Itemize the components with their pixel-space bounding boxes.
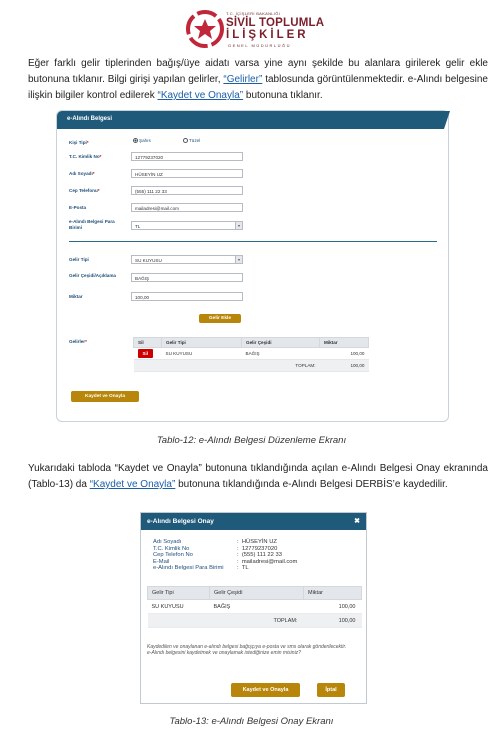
para1-text-a: Eğer farklı gelir tiplerinden bağış/üye aidatı varsa yine aynı şekilde bu alanlara girilerek gelir ekle butonuna tıklanır. Bilgi girişi yapılan gelirler, [28, 58, 488, 85]
kaydet-onayla-link[interactable]: “Kaydet ve Onayla” [157, 90, 244, 101]
modal-title: e-Alındı Belgesi Onay ✖ [141, 513, 366, 530]
gelir-ekle-button[interactable]: Gelir Ekle [199, 314, 241, 323]
eposta-label: E-Posta [69, 205, 87, 210]
logo-line3: GENEL MÜDÜRLÜĞÜ [228, 43, 292, 48]
total-row [134, 360, 369, 372]
toplam-value: 100,00 [320, 360, 369, 372]
tip-cell: SU KUYUSU [162, 348, 242, 360]
kaydet-onayla-button[interactable]: Kaydet ve Onayla [71, 391, 139, 402]
info-row: Adı Soyadı : HÜSEYİN UZ [153, 539, 277, 545]
caption-tablo-12: Tablo-12: e-Alındı Belgesi Düzenleme Ekranı [156, 435, 347, 446]
col-miktar: Miktar [304, 587, 362, 600]
gelirler-table [133, 337, 369, 372]
para1-text-b: tablosunda görüntülenmektedir. e-Alındı belgesine ilişkin bilgiler kontrol edilerek [28, 74, 488, 101]
miktar-label: Miktar [69, 294, 83, 299]
info-row: e-Alındı Belgesi Para Birimi : TL [153, 565, 249, 572]
modal-info-block [153, 539, 297, 572]
logo-line2: İLİŞKİLER [226, 29, 309, 41]
gelirler-link[interactable]: “Gelirler” [223, 74, 263, 85]
table-header-row [148, 587, 362, 600]
gelirtipi-label: Gelir Tipi [69, 257, 89, 262]
caption-tablo-13: Tablo-13: e-Alındı Belgesi Onay Ekranı [169, 716, 334, 727]
tel-label: Cep Telefonu* [69, 188, 100, 193]
tel-input[interactable]: (555) 111 22 33 [131, 186, 243, 195]
logo [186, 10, 326, 50]
modal-iptal-button[interactable]: İptal [317, 683, 345, 697]
adsoyad-input[interactable]: HÜSEYİN UZ [131, 169, 243, 178]
total-row [148, 614, 362, 628]
toplam-label: TOPLAM: [210, 614, 304, 628]
logo-top-text: T.C. İÇİŞLERİ BAKANLIĞI [226, 11, 281, 16]
parabirimi-select[interactable]: TL ▾ [131, 221, 243, 230]
logo-line1: SİVİL TOPLUMLA [226, 17, 325, 29]
adsoyad-label: Adı Soyadı* [69, 171, 95, 176]
radio-tuzel[interactable]: Tüzel [183, 138, 200, 143]
col-miktar: Miktar [320, 338, 369, 348]
col-gelir-tipi: Gelir Tipi [148, 587, 210, 600]
para2-text-a: Yukarıdaki tabloda “Kaydet ve Onayla” butonuna tıklandığında açılan e-Alındı Belgesi Onay ekranında (Tablo-13) da [28, 463, 488, 490]
toplam-label: TOPLAM: [242, 360, 320, 372]
table-header-row [134, 338, 369, 348]
toplam-value: 100,00 [304, 614, 362, 628]
miktar-input[interactable]: 100,00 [131, 292, 243, 301]
parabirimi-label: e-Alındı Belgesi Para Birimi [69, 219, 115, 230]
table-row [148, 600, 362, 614]
form-title: e-Alındı Belgesi [57, 111, 444, 129]
onay-table [147, 586, 362, 628]
chevron-down-icon: ▾ [235, 256, 242, 263]
radio-empty-icon [183, 138, 188, 143]
form-divider [69, 241, 437, 242]
radio-sahis[interactable]: Şahıs [133, 138, 151, 143]
col-sil: Sil [134, 338, 162, 348]
gelirtipi-select[interactable]: SU KUYUSU ▾ [131, 255, 243, 264]
tip-cell: SU KUYUSU [148, 600, 210, 614]
logo-star-icon [186, 10, 224, 48]
miktar-cell: 100,00 [304, 600, 362, 614]
miktar-cell: 100,00 [320, 348, 369, 360]
tc-input[interactable]: 12779237020 [131, 152, 243, 161]
close-icon[interactable]: ✖ [354, 518, 360, 525]
tc-label: T.C. Kimlik No* [69, 154, 102, 159]
gelirler-label: Gelirler* [69, 339, 87, 344]
e-alindi-form-panel [56, 110, 449, 422]
para1-text-c: butonuna tıklanır. [243, 90, 323, 101]
modal-kaydet-button[interactable]: Kaydet ve Onayla [231, 683, 300, 697]
eposta-input[interactable]: mailadresi@mail.com [131, 203, 243, 212]
col-gelir-cesidi: Gelir Çeşidi [242, 338, 320, 348]
gelircesidi-label: Gelir Çeşidi/Açıklama [69, 273, 116, 278]
chevron-down-icon: ▾ [235, 222, 242, 229]
sil-cell [134, 348, 162, 360]
intro-paragraph [28, 56, 488, 104]
cesit-cell: BAĞIŞ [210, 600, 304, 614]
gelircesidi-input[interactable]: BAĞIŞ [131, 273, 243, 282]
info-row: T.C. Kimlik No : 12779237020 [153, 545, 278, 552]
info-row: Cep Telefon No : (555) 111 22 33 [153, 552, 282, 559]
table-row [134, 348, 369, 360]
second-paragraph [28, 461, 488, 493]
modal-note: Kaydedilen ve onaylanan e-alındı belgesi bağışçıya e-posta ve sms olarak gönderilecektir. e-Alındı belgesini kaydetmek ve onaylamak istediğinize emin misiniz? [147, 644, 347, 656]
col-gelir-tipi: Gelir Tipi [162, 338, 242, 348]
kisi-tipi-label: Kişi Tipi* [69, 140, 89, 145]
info-row: E-Mail : mailadresi@mail.com [153, 558, 298, 565]
para2-text-b: butonuna tıklandığında e-Alındı Belgesi DERBİS’e kaydedilir. [175, 479, 448, 490]
col-gelir-cesidi: Gelir Çeşidi [210, 587, 304, 600]
kaydet-onayla-link-2[interactable]: “Kaydet ve Onayla” [89, 479, 176, 490]
radio-selected-icon [133, 138, 138, 143]
onay-modal [140, 512, 367, 704]
sil-button[interactable]: Sil [138, 349, 154, 358]
cesit-cell: BAĞIŞ [242, 348, 320, 360]
